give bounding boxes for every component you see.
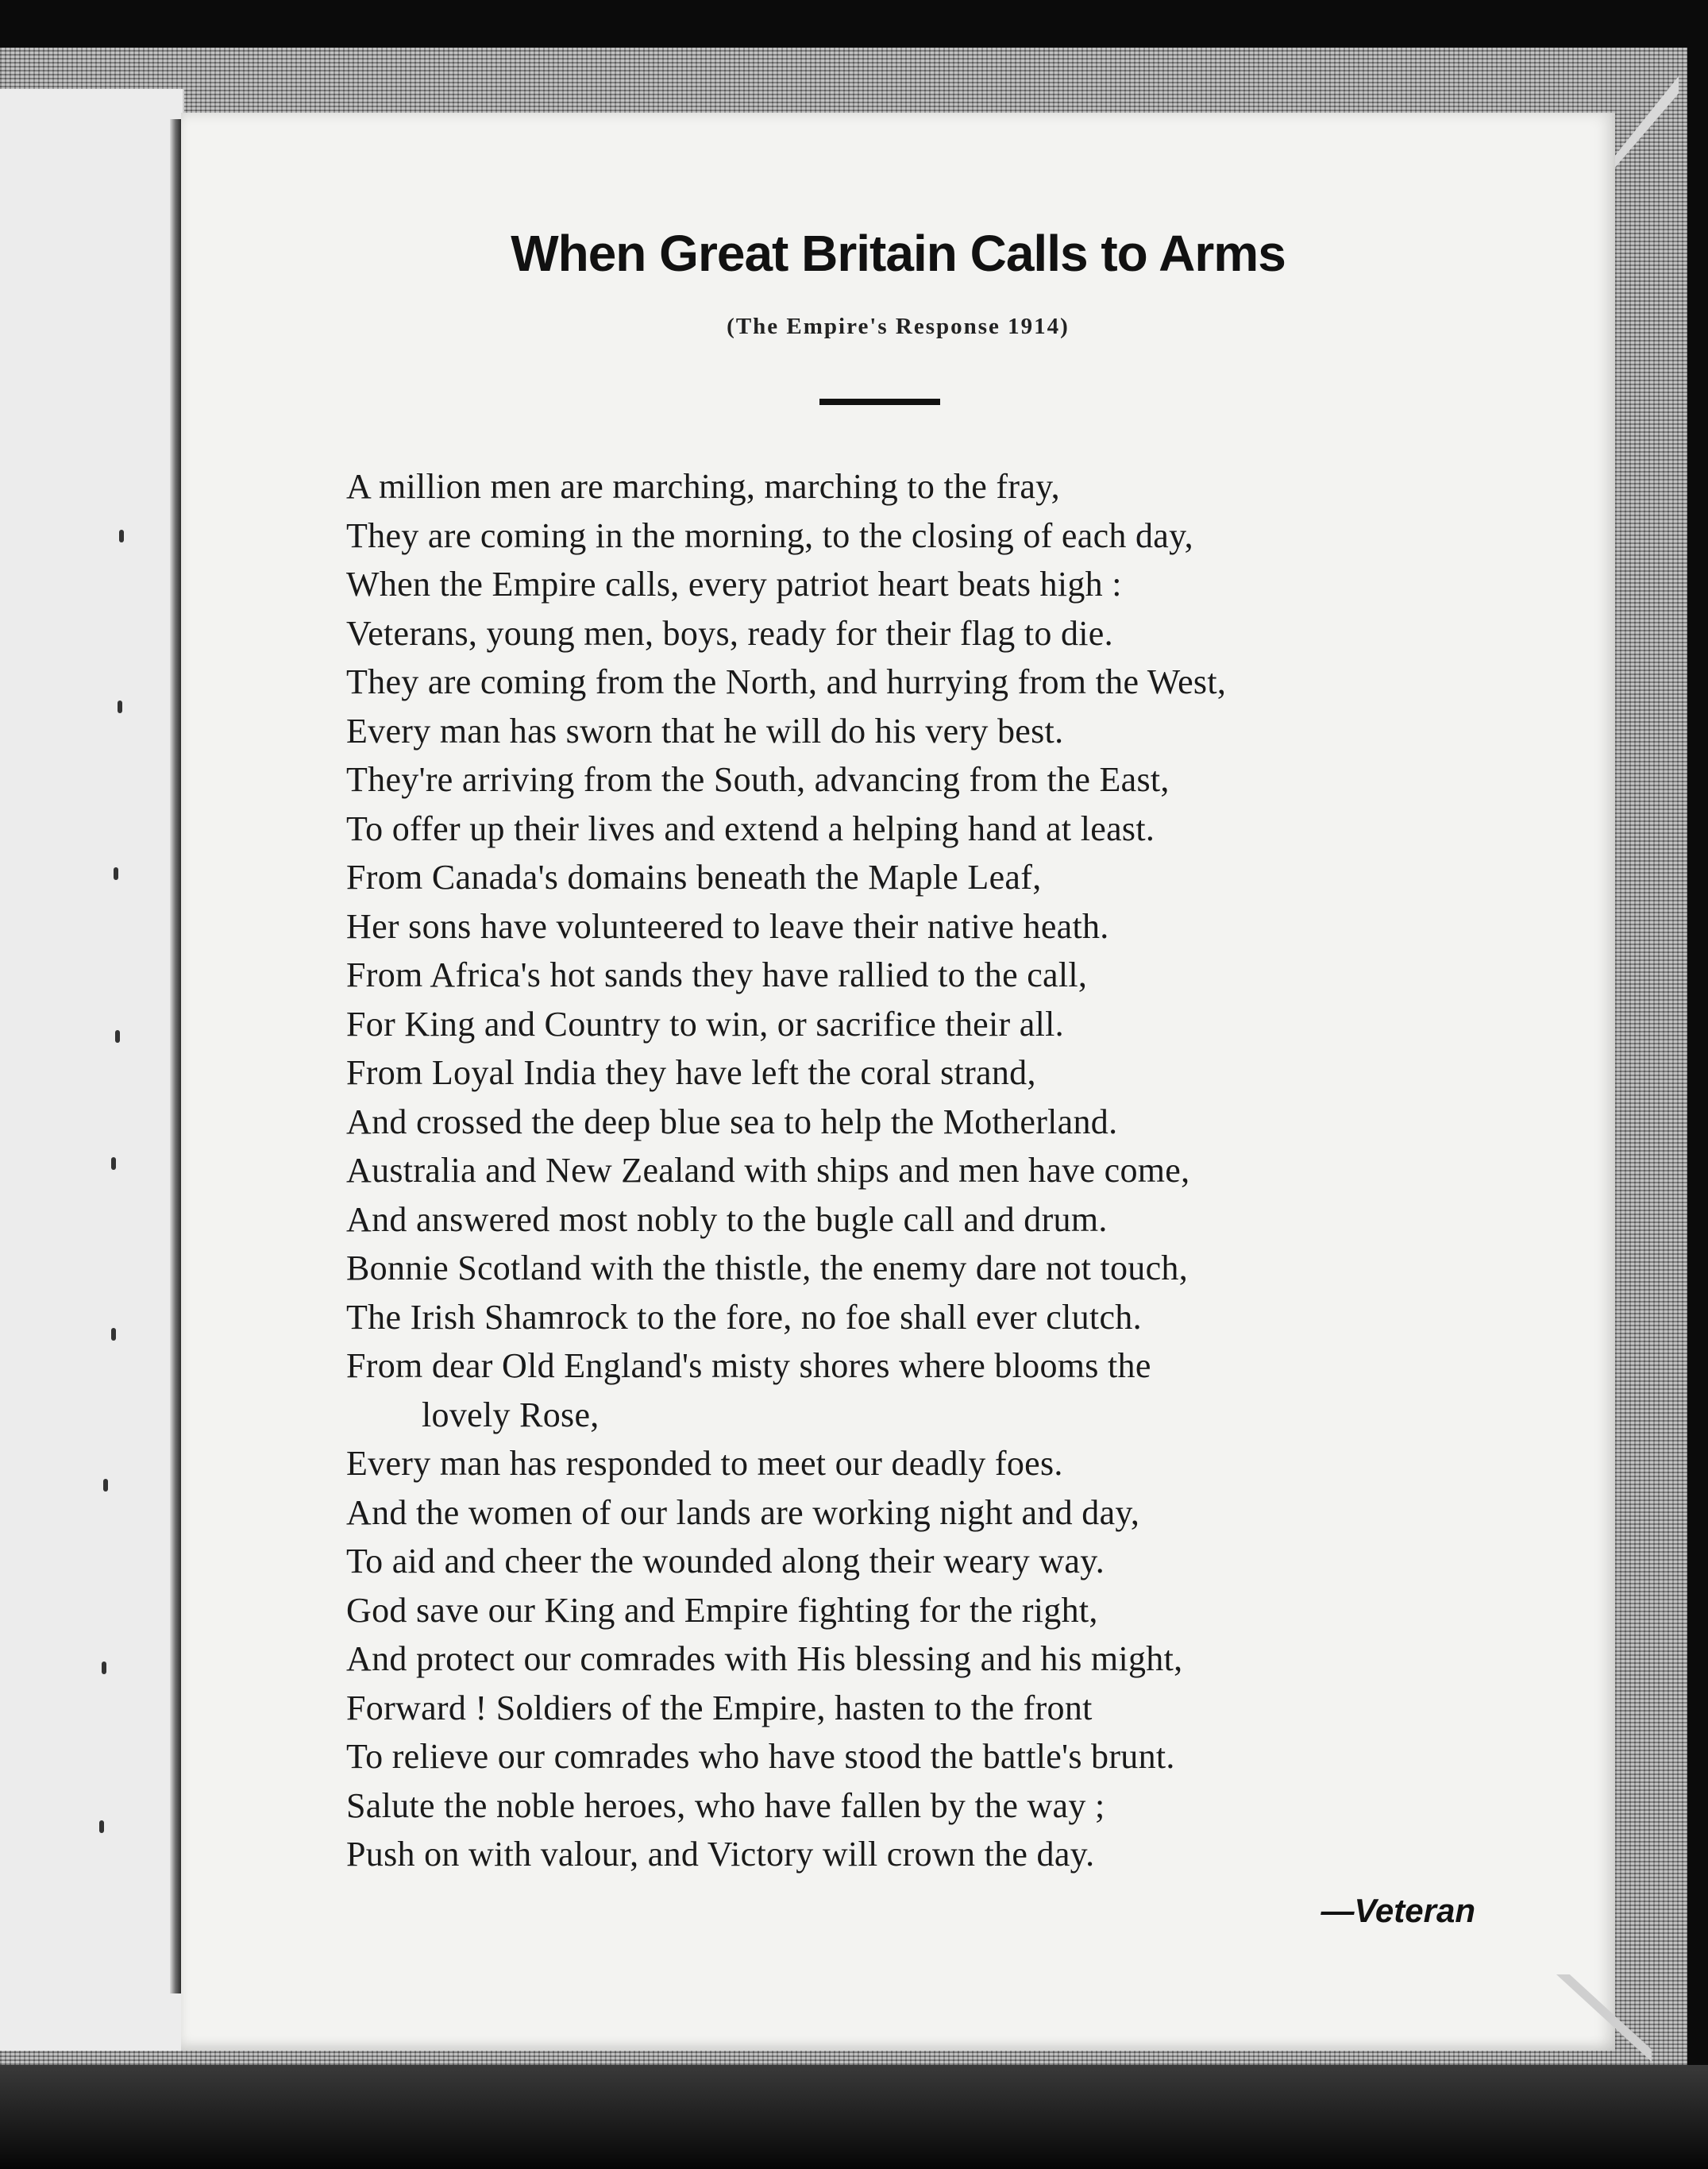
poem-line: Australia and New Zealand with ships and men have come,	[346, 1151, 1190, 1190]
poem-line: From dear Old England's misty shores where blooms the	[346, 1346, 1151, 1385]
margin-mark	[114, 867, 118, 880]
margin-mark	[111, 1328, 116, 1341]
poem-line: For King and Country to win, or sacrifice their all.	[346, 1004, 1064, 1044]
poem-line: To aid and cheer the wounded along their weary way.	[346, 1542, 1105, 1580]
poem-line: And the women of our lands are working night and day,	[346, 1492, 1140, 1532]
margin-mark	[102, 1661, 106, 1674]
poem-subtitle: (The Empire's Response 1914)	[727, 314, 1070, 339]
poem-line: Forward ! Soldiers of the Empire, hasten to the front	[346, 1688, 1093, 1727]
poem-line: Veterans, young men, boys, ready for their flag to die.	[346, 613, 1113, 653]
title-divider-rule	[819, 399, 940, 405]
poem-line: To relieve our comrades who have stood the battle's brunt.	[346, 1737, 1175, 1776]
poem-line: When the Empire calls, every patriot heart beats high :	[346, 565, 1122, 604]
poem-line: Her sons have volunteered to leave their native heath.	[346, 906, 1109, 946]
margin-mark	[115, 1030, 120, 1043]
poem-page	[181, 113, 1615, 2051]
poem-line: A million men are marching, marching to the fray,	[346, 467, 1060, 506]
poem-line: The Irish Shamrock to the fore, no foe shall ever clutch.	[346, 1297, 1142, 1337]
poem-line: lovely Rose,	[422, 1395, 600, 1434]
poem-line: Salute the noble heroes, who have fallen by the way ;	[346, 1785, 1105, 1825]
page-gutter-edge	[170, 119, 181, 1993]
poem-line: From Loyal India they have left the coral strand,	[346, 1053, 1036, 1092]
left-facing-page	[0, 89, 184, 2051]
poem-line: They're arriving from the South, advancing from the East,	[346, 760, 1170, 799]
poem-line: Push on with valour, and Victory will crown the day.	[346, 1835, 1095, 1874]
poem-line: From Canada's domains beneath the Maple Leaf,	[346, 858, 1042, 897]
poem-line: And crossed the deep blue sea to help the Motherland.	[346, 1102, 1118, 1141]
poem-line: And answered most nobly to the bugle call and drum.	[346, 1199, 1108, 1239]
poem-signature: —Veteran	[1321, 1892, 1475, 1929]
poem-line: Every man has sworn that he will do his very best.	[346, 711, 1064, 751]
poem-line: And protect our comrades with His blessing and his might,	[346, 1639, 1183, 1678]
poem-line: To offer up their lives and extend a helping hand at least.	[346, 809, 1155, 848]
poem-line: Bonnie Scotland with the thistle, the enemy dare not touch,	[346, 1249, 1189, 1287]
poem-line: Every man has responded to meet our deadly foes.	[346, 1444, 1063, 1483]
poem-title: When Great Britain Calls to Arms	[511, 225, 1286, 282]
poem-line: God save our King and Empire fighting for the right,	[346, 1590, 1098, 1630]
margin-mark	[118, 700, 122, 713]
margin-mark	[103, 1479, 108, 1492]
margin-mark	[99, 1820, 104, 1833]
poem-line: They are coming from the North, and hurrying from the West,	[346, 662, 1227, 701]
poem-body	[346, 462, 1585, 1879]
poem-line: They are coming in the morning, to the closing of each day,	[346, 515, 1193, 555]
margin-mark	[111, 1157, 116, 1170]
margin-mark	[119, 530, 124, 542]
poem-line: From Africa's hot sands they have rallied to the call,	[346, 955, 1088, 994]
book-bottom-shadow	[0, 2065, 1708, 2169]
